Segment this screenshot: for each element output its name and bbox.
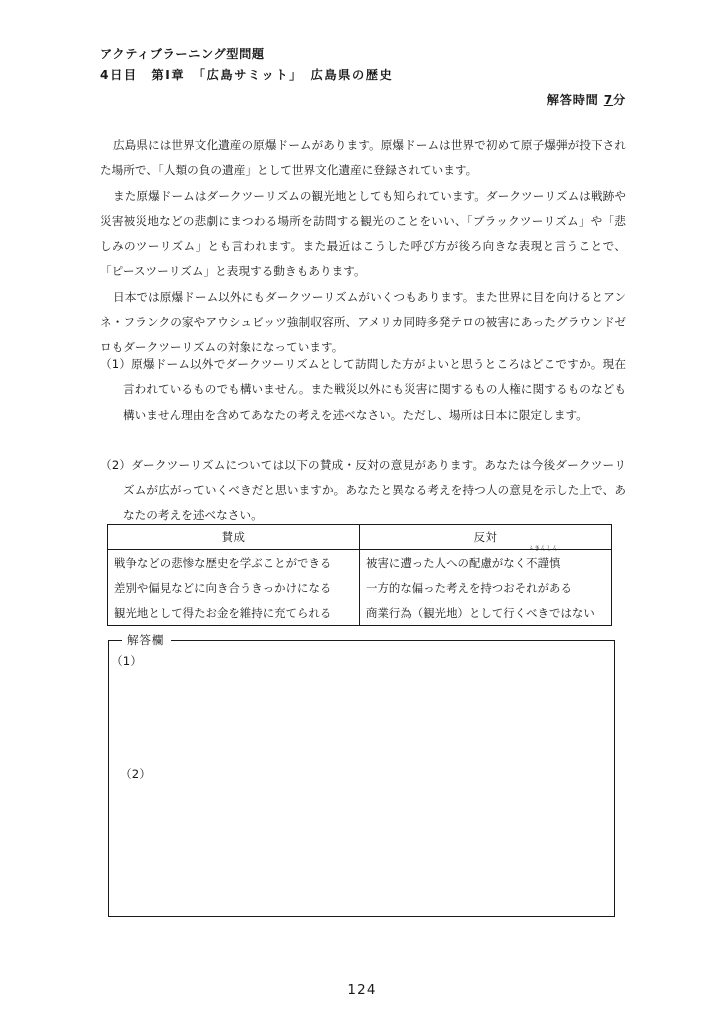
answer-area-legend: 解答欄 <box>122 632 171 648</box>
page-subtitle: 4日目 第Ⅰ章 「広島サミット」 広島県の歴史 <box>100 68 394 82</box>
question-list <box>100 352 626 529</box>
cell-con <box>360 546 612 576</box>
page-title: アクティブラーニング型問題 <box>100 47 265 61</box>
ruby-base: 不謹慎 <box>526 555 561 570</box>
question-text: 原爆ドーム以外でダークツーリズムとして訪問した方がよいと思うところはどこですか。現在言われているものでも構いません。また戦災以外にも災害に関するもの人権に関するものなども構いません理由を含めてあなたの考えを述べなさい。ただし、場所は日本に限定します。 <box>123 357 626 422</box>
answer-time-value: 7 <box>603 93 613 107</box>
cell-pro: 差別や偏見などに向き合うきっかけになる <box>108 575 360 600</box>
ruby-reading: ふきんしん <box>528 546 559 552</box>
question-item <box>100 453 626 529</box>
question-number: （1） <box>100 357 132 371</box>
cell-pro: 観光地として得たお金を維持に充てられる <box>108 600 360 626</box>
passage-paragraph: 日本では原爆ドーム以外にもダークツーリズムがいくつもあります。また世界に目を向けるとアンネ・フランクの家やアウシュビッツ強制収容所、アメリカ同時多発テロの被害にあったグラウンドゼロもダークツーリズムの対象になっています。 <box>100 289 626 355</box>
opinion-table-wrapper <box>107 524 612 626</box>
cell-con-prefix: 被害に遭った人への配慮がなく <box>366 555 527 570</box>
page-number: 124 <box>347 983 377 998</box>
opinion-table <box>107 524 612 626</box>
answer-time-unit: 分 <box>613 93 626 107</box>
question-item <box>100 352 626 428</box>
answer-time-label: 解答時間 <box>546 93 599 107</box>
cell-con: 一方的な偏った考えを持つおそれがある <box>366 580 572 595</box>
page-header <box>100 44 626 86</box>
ruby-annotated-word <box>526 546 561 571</box>
table-row <box>108 575 612 600</box>
question-number: （2） <box>100 457 132 472</box>
table-row <box>108 550 612 576</box>
cell-pro: 戦争などの悲惨な歴史を学ぶことができる <box>108 550 360 576</box>
answer-slot-label-1: （1） <box>111 654 143 668</box>
reading-passage <box>100 133 626 361</box>
answer-slot-label-2: （2） <box>120 767 152 781</box>
cell-con: 商業行為（観光地）として行くべきではない <box>366 605 595 620</box>
passage-paragraph: また原爆ドームはダークツーリズムの観光地としても知られています。ダークツーリズムは戦跡や災害被災地などの悲劇にまつわる場所を訪問する観光のことをいい、「ブラックツーリズム」や「悲しみのツーリズム」とも言われます。また最近はこうした呼び方が後ろ向きな表現と言うことで、「ピースツーリズム」と表現する動きもあります。 <box>100 188 626 279</box>
answer-time-row <box>100 91 626 108</box>
passage-paragraph: 広島県には世界文化遺産の原爆ドームがあります。原爆ドームは世界で初めて原子爆弾が投下された場所で、「人類の負の遺産」として世界文化遺産に登録されています。 <box>100 138 626 178</box>
column-header-con: 反対 <box>360 525 612 550</box>
column-header-pro: 賛成 <box>108 525 360 550</box>
question-text: ダークツーリズムについては以下の賛成・反対の意見があります。あなたは今後ダークツーリズムが広がっていくべきだと思いますか。あなたと異なる考えを持つ人の意見を示した上で、あなたの考えを述べなさい。 <box>123 457 626 523</box>
answer-area[interactable] <box>108 633 615 917</box>
table-row <box>108 600 612 626</box>
